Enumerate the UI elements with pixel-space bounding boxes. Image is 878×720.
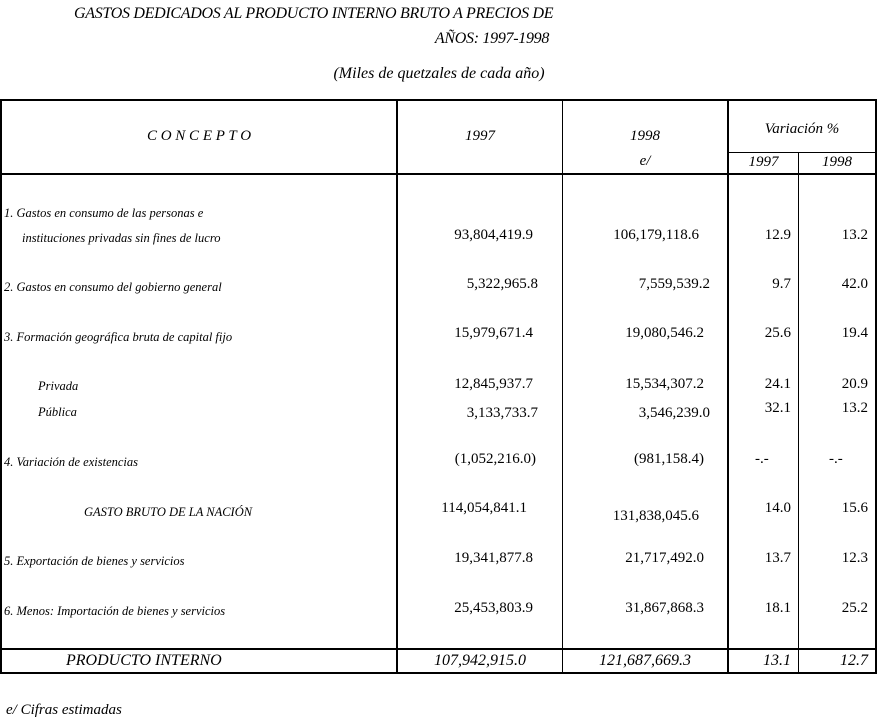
row-concept: 4. Variación de existencias: [4, 455, 138, 469]
row-pct-1997: 9.7: [772, 276, 791, 292]
row-pct-1998: 25.2: [841, 600, 868, 616]
row-concept-cont: instituciones privadas sin fines de lucro: [22, 231, 221, 245]
row-concept: Pública: [38, 405, 77, 419]
header-var-1997: 1997: [748, 154, 779, 170]
row-concept: 3. Formación geográfica bruta de capital fijo: [4, 330, 233, 344]
row-concept: 2. Gastos en consumo del gobierno general: [4, 280, 222, 294]
table-top-border: [0, 99, 877, 101]
footnote: e/ Cifras estimadas: [6, 702, 122, 718]
row-concept: Privada: [38, 379, 79, 393]
row-pct-1998: 12.3: [841, 550, 868, 566]
row-value-1998: 15,534,307.2: [625, 376, 704, 392]
title-years: AÑOS: 1997-1998: [434, 30, 550, 47]
left-border: [0, 99, 2, 674]
row-value-1997: (1,052,216.0): [454, 451, 536, 467]
header-1998: 1998: [630, 128, 660, 144]
table-title-line2: [0, 30, 878, 48]
row-value-1998: 19,080,546.2: [625, 325, 704, 341]
row-value-1998: 31,867,868.3: [625, 600, 704, 616]
row-value-1998: 21,717,492.0: [625, 550, 704, 566]
header-concepto: C O N C E P T O: [146, 128, 252, 144]
row-pct-1997: 12.9: [764, 227, 791, 243]
row-value-1998: 106,179,118.6: [613, 227, 699, 243]
table-subtitle: (Miles de quetzales de cada año): [333, 65, 545, 82]
row-concept: 1. Gastos en consumo de las personas e: [4, 206, 204, 220]
row-value-1997: 114,054,841.1: [441, 500, 527, 516]
row-pct-1998: 13.2: [841, 400, 868, 416]
row-pct-1998: 20.9: [841, 376, 868, 392]
row-pct-1997: 13.7: [764, 550, 791, 566]
row-value-1997: 19,341,877.8: [454, 550, 533, 566]
row-pct-1998: 15.6: [841, 500, 868, 516]
row-concept: 5. Exportación de bienes y servicios: [4, 554, 185, 568]
variacion-subheader-border: [728, 152, 876, 153]
row-value-1998: (981,158.4): [634, 451, 704, 467]
row-concept: 6. Menos: Importación de bienes y servicios: [4, 604, 226, 618]
total-value-1997: 107,942,915.0: [434, 652, 526, 669]
row-value-1997: 93,804,419.9: [454, 227, 533, 243]
header-var-1998: 1998: [822, 154, 852, 170]
row-pct-1997: 24.1: [764, 376, 791, 392]
header-1998-note: e/: [639, 153, 651, 169]
row-pct-1998: 13.2: [841, 227, 868, 243]
right-border: [875, 99, 877, 674]
row-value-1997: 15,979,671.4: [454, 325, 533, 341]
row-value-1997: 3,133,733.7: [466, 405, 538, 421]
header-variacion: Variación %: [764, 121, 840, 137]
row-pct-1997: 18.1: [764, 600, 791, 616]
table-bottom-border: [0, 672, 877, 674]
row-pct-1997: 14.0: [764, 500, 791, 516]
row-pct-1998: 42.0: [841, 276, 868, 292]
row-pct-1997: 32.1: [764, 400, 791, 416]
row-pct-1997: 25.6: [764, 325, 791, 341]
total-concept: PRODUCTO INTERNO: [66, 652, 222, 669]
header-bottom-border: [0, 173, 877, 175]
row-value-1998: 7,559,539.2: [638, 276, 710, 292]
row-value-1997: 12,845,937.7: [454, 376, 533, 392]
header-1997: 1997: [465, 128, 495, 144]
row-pct-1997: -.-: [755, 451, 769, 467]
total-pct-1998: 12.7: [840, 652, 868, 669]
total-pct-1997: 13.1: [763, 652, 791, 669]
row-value-1998: 131,838,045.6: [612, 508, 699, 524]
row-concept-subtotal: GASTO BRUTO DE LA NACIÓN: [84, 505, 253, 519]
total-value-1998: 121,687,669.3: [599, 652, 691, 669]
row-pct-1998: 19.4: [841, 325, 868, 341]
row-value-1997: 25,453,803.9: [454, 600, 533, 616]
table-title-line1: GASTOS DEDICADOS AL PRODUCTO INTERNO BRUTO A PRECIOS DE: [74, 5, 554, 22]
row-pct-1998: -.-: [829, 451, 843, 467]
row-value-1997: 5,322,965.8: [466, 276, 538, 292]
row-value-1998: 3,546,239.0: [638, 405, 710, 421]
total-top-border: [0, 648, 877, 650]
